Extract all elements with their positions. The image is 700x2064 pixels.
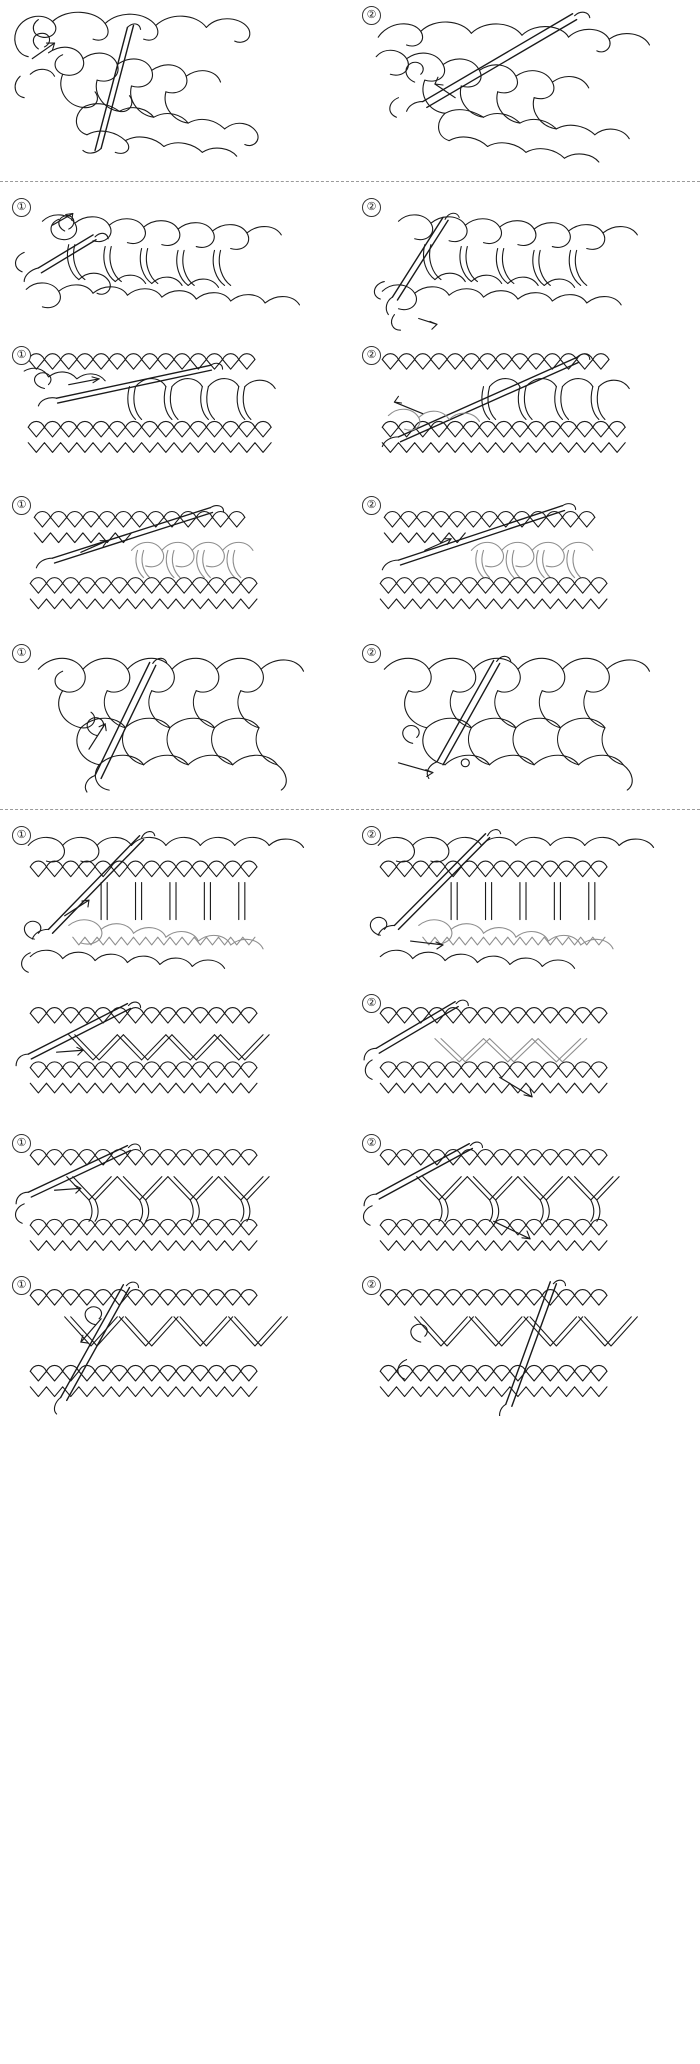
row-8: [0, 1128, 700, 1270]
figure-cell-6-2: [350, 820, 700, 988]
figure-cell-4-2: [350, 490, 700, 638]
step-number-badge: ①: [12, 1134, 31, 1153]
figure-cell-9-2: [350, 1270, 700, 1420]
row-7: [0, 988, 700, 1128]
row-3: [0, 340, 700, 468]
step-number-badge: ①: [12, 198, 31, 217]
step-number-badge: ②: [362, 496, 381, 515]
row-6: [0, 820, 700, 988]
row-9: [0, 1270, 700, 1420]
step-number-badge: ②: [362, 644, 381, 663]
figure-cell-6-1: [0, 820, 350, 988]
crochet-illustration-shaded-mesh-band-left: [8, 494, 342, 634]
crochet-illustration-shaded-mesh-band-right: [358, 494, 692, 634]
step-number-badge: ①: [12, 1276, 31, 1295]
crochet-illustration-open-lace-row-hook-right: [358, 196, 692, 336]
figure-cell-3-2: [350, 340, 700, 468]
crochet-illustration-diamond-net-hook-right: [358, 642, 692, 794]
figure-cell-1-2: [350, 0, 700, 170]
step-number-badge: ①: [12, 826, 31, 845]
crochet-illustration-tall-loop-band-left: [8, 1274, 342, 1416]
crochet-illustration-double-band-loops-hook-left: [8, 344, 342, 464]
figure-cell-3-1: [0, 340, 350, 468]
section-divider-3: [0, 798, 700, 820]
crochet-illustration-crossed-stitch-band-left: [8, 1132, 342, 1266]
figure-cell-1-1: [0, 0, 350, 170]
crochet-illustration-long-post-stitch-shaded-left: [8, 824, 342, 984]
step-number-badge: ①: [12, 496, 31, 515]
figure-cell-5-2: [350, 638, 700, 798]
crochet-illustration-crossed-stitch-band-right: [358, 1132, 692, 1266]
crochet-illustration-zigzag-band-right: [358, 992, 692, 1124]
row-4: [0, 490, 700, 638]
crochet-illustration-tall-loop-band-right: [358, 1274, 692, 1416]
section-4: [0, 820, 700, 1420]
crochet-illustration-double-band-loops-hook-right: [358, 344, 692, 464]
step-number-badge: ①: [12, 644, 31, 663]
figure-cell-7-2: [350, 988, 700, 1128]
section-1: [0, 0, 700, 170]
figure-cell-5-1: [0, 638, 350, 798]
figure-cell-8-2: [350, 1128, 700, 1270]
step-number-badge: ②: [362, 994, 381, 1013]
step-number-badge: ②: [362, 346, 381, 365]
step-number-badge: ②: [362, 1134, 381, 1153]
row-5: [0, 638, 700, 798]
figure-cell-2-1: [0, 192, 350, 340]
row-2: [0, 192, 700, 340]
step-number-badge: ②: [362, 1276, 381, 1295]
figure-cell-2-2: [350, 192, 700, 340]
crochet-illustration-mesh-net-with-hook-right: [358, 4, 692, 166]
crochet-illustration-open-lace-row-hook-left: [8, 196, 342, 336]
step-number-badge: ②: [362, 826, 381, 845]
step-number-badge: ①: [12, 346, 31, 365]
crochet-illustration-diamond-net-hook-left: [8, 642, 342, 794]
figure-cell-7-1: [0, 988, 350, 1128]
section-3: [0, 490, 700, 798]
row-1: [0, 0, 700, 170]
figure-cell-4-1: [0, 490, 350, 638]
section-divider-1: [0, 170, 700, 192]
section-2: [0, 192, 700, 468]
crochet-illustration-mesh-net-with-hook-left: [8, 4, 342, 166]
step-number-badge: ②: [362, 198, 381, 217]
figure-cell-8-1: [0, 1128, 350, 1270]
step-number-badge: ②: [362, 6, 381, 25]
crochet-illustration-long-post-stitch-shaded-right: [358, 824, 692, 984]
figure-cell-9-1: [0, 1270, 350, 1420]
crochet-illustration-zigzag-band-left: [8, 992, 342, 1124]
